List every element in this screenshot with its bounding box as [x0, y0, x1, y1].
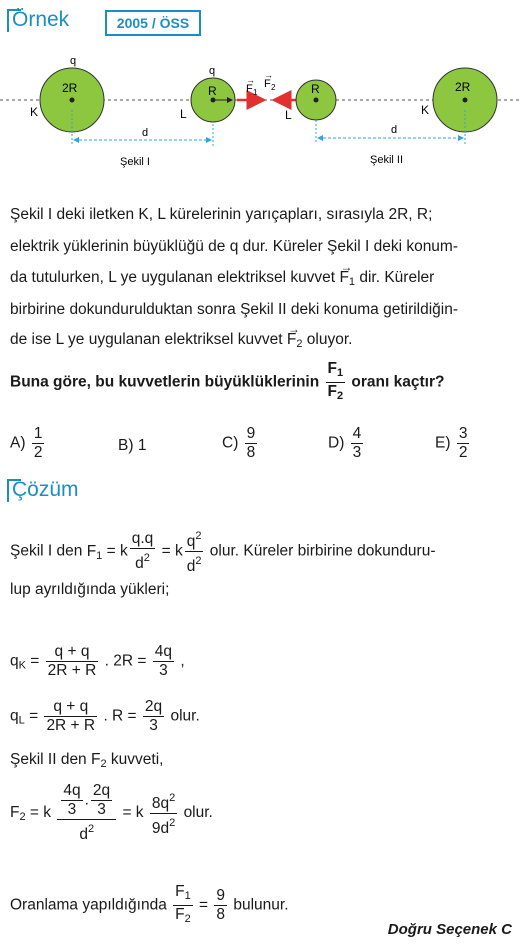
solution-line-2: lup ayrıldığında yükleri; [10, 581, 170, 598]
problem-line-1: Şekil I deki iletken K, L kürelerinin yarıçapları, sırasıyla 2R, R; [10, 206, 433, 223]
option-d[interactable]: D) $\frac{4}{3}$ [328, 425, 362, 461]
problem-line-3: da tutulurken, L ye uygulanan elektriksel kuvvet → $F_1$ dir. Küreler [10, 268, 434, 292]
ornek-heading: Örnek [12, 8, 70, 31]
label-d1: d [142, 127, 149, 139]
problem-line-4: birbirine dokundurulduktan sonra Şekil II deki konuma getirildiğin- [10, 301, 459, 318]
svg-text:2R: 2R [455, 80, 471, 94]
ratio-line: Oranlama yapıldığında $\frac{F_1}{F_2}$ = $\frac{9}{8}$ bulunur. [10, 883, 289, 925]
svg-text:L: L [285, 108, 292, 122]
qK-equation: $q_K$ = $\frac{q + q}{2R + R}$ . 2R = $\frac{4q}{3}$ , [10, 643, 185, 679]
sekil1-caption: Şekil I [120, 156, 150, 168]
cozum-heading: Çözüm [12, 478, 79, 501]
option-b[interactable]: B) 1 [118, 437, 147, 454]
question-line: Buna göre, bu kuvvetlerin büyüklüklerinin $\frac{F_1}{F_2}$ oranı kaçtır? [10, 360, 445, 402]
qL-equation: $q_L$ = $\frac{q + q}{2R + R}$ . R = $\frac{2q}{3}$ olur. [10, 698, 200, 734]
svg-text:→: → [264, 70, 273, 80]
F2-equation: $F_2 = k$ $\frac{4q}{3}$ . $\frac{2q}{3}$ $d^2$ = k $\frac{8q^2}{9d^2}$ olur. [10, 782, 213, 843]
svg-text:K: K [421, 103, 430, 117]
problem-line-5: de ise L ye uygulanan elektriksel kuvvet → $F_2$ oluyor. [10, 330, 352, 354]
label-2R1: 2R [62, 81, 78, 95]
sekil2-caption: Şekil II [370, 154, 404, 166]
label-F2: F [264, 78, 271, 90]
label-R1: R [208, 84, 217, 98]
svg-text:2: 2 [271, 83, 276, 92]
label-L1: L [180, 107, 187, 121]
label-K1: K [30, 105, 39, 119]
ornek-bar [7, 9, 9, 32]
option-e[interactable]: E) $\frac{3}{2}$ [435, 425, 468, 461]
svg-text:R: R [311, 82, 320, 96]
svg-text:1: 1 [253, 88, 258, 97]
problem-line-2: elektrik yüklerinin büyüklüğü de q dur. Küreler Şekil I deki konum- [10, 238, 459, 255]
label-q1: q [70, 55, 77, 67]
figure [0, 40, 520, 180]
year-badge: 2005 / ÖSS [105, 10, 201, 36]
svg-text:d: d [391, 124, 398, 136]
answer-label: Doğru Seçenek C [387, 921, 512, 938]
svg-text:→: → [246, 75, 255, 85]
solution-line-1: Şekil I den $F_1 = k$ $\frac{q.q}{d^2}$ = k $\frac{q^2}{d^2}$ olur. Küreler birbirine dokunduru- [10, 527, 436, 576]
label-q2: q [209, 65, 216, 77]
label-F1: F [246, 83, 253, 95]
solution-line-3: Şekil II den $F_2$ kuvveti, [10, 751, 164, 770]
option-c[interactable]: C) $\frac{9}{8}$ [222, 425, 256, 461]
option-a[interactable]: A) $\frac{1}{2}$ [10, 425, 43, 461]
cozum-bar [7, 479, 9, 502]
center-K1 [70, 98, 75, 103]
